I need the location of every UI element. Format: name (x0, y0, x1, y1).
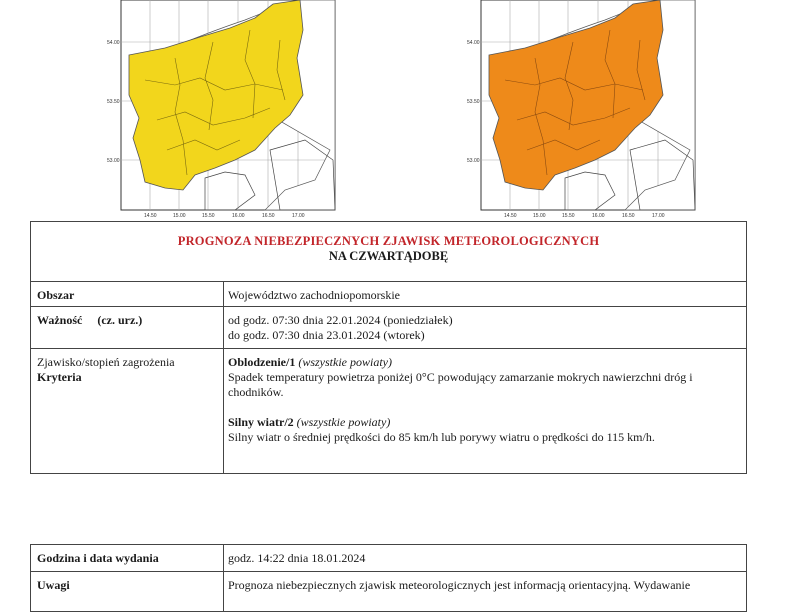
warning-header (31, 222, 747, 282)
validity-label: Ważność (cz. urz.) (31, 307, 224, 349)
ice-scope: (wszystkie powiaty) (298, 355, 392, 369)
issue-label: Godzina i data wydania (31, 545, 224, 572)
lon-tick: 15.50 (562, 213, 575, 219)
issue-value: godz. 14:22 dnia 18.01.2024 (224, 545, 747, 572)
lat-tick-54: 54.00 (467, 40, 480, 46)
lon-tick: 17.00 (292, 213, 305, 219)
phenomenon-label-line1: Zjawisko/stopień zagrożenia (37, 355, 175, 369)
lat-tick-53: 53.00 (107, 158, 120, 164)
validity-value (224, 307, 747, 349)
warning-map-day2 (465, 0, 700, 222)
lat-tick-53-5: 53.50 (107, 99, 120, 105)
lon-tick: 15.50 (202, 213, 215, 219)
lon-tick: 16.00 (592, 213, 605, 219)
lon-tick: 15.00 (173, 213, 186, 219)
lon-tick: 16.00 (232, 213, 245, 219)
ice-phenomenon: Oblodzenie/1 (228, 355, 296, 369)
wind-description: Silny wiatr o średniej prędkości do 85 km/h lub porywy wiatru o prędkości do 115 km/h. (228, 430, 655, 444)
ice-description: Spadek temperatury powietrza poniżej 0°C powodujący zamarzanie mokrych nawierzchni dróg i chodników. (228, 370, 693, 399)
warning-title: PROGNOZA NIEBEZPIECZNYCH ZJAWISK METEOROLOGICZNYCH (177, 234, 600, 248)
validity-from: od godz. 07:30 dnia 22.01.2024 (poniedziałek) (228, 313, 453, 327)
phenomenon-label (31, 349, 224, 474)
area-label: Obszar (31, 282, 224, 307)
lon-tick: 16.50 (622, 213, 635, 219)
wind-scope: (wszystkie powiaty) (296, 415, 391, 429)
warning-map-day1 (105, 0, 340, 222)
lon-tick: 15.00 (533, 213, 546, 219)
lon-tick: 16.50 (262, 213, 275, 219)
warning-table (30, 221, 747, 474)
validity-to: do godz. 07:30 dnia 23.01.2024 (wtorek) (228, 328, 425, 342)
lon-tick: 14.50 (144, 213, 157, 219)
phenomenon-label-line2: Kryteria (37, 370, 82, 384)
warning-subtitle: NA CZWARTĄDOBĘ (328, 249, 449, 263)
notes-value: Prognoza niebezpiecznych zjawisk meteorologicznych jest informacją orientacyjną. Wydawanie (224, 572, 747, 612)
lon-tick: 14.50 (504, 213, 517, 219)
issue-table (30, 544, 747, 612)
phenomena-list (224, 349, 747, 474)
lat-tick-53-5: 53.50 (467, 99, 480, 105)
area-value: Województwo zachodniopomorskie (224, 282, 747, 307)
lat-tick-53: 53.00 (467, 158, 480, 164)
lat-tick-54: 54.00 (107, 40, 120, 46)
wind-phenomenon: Silny wiatr/2 (228, 415, 294, 429)
lon-tick: 17.00 (652, 213, 665, 219)
notes-label: Uwagi (31, 572, 224, 612)
